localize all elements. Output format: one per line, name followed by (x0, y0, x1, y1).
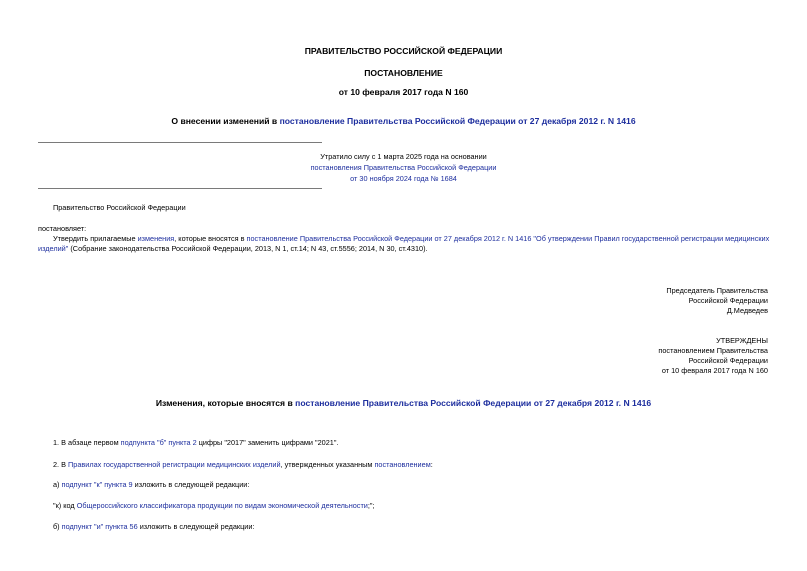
title-prefix: О внесении изменений в (171, 116, 280, 126)
item1-link[interactable]: подпункта "б" пункта 2 (120, 438, 197, 447)
divider-bottom (38, 188, 322, 189)
sub-b-rest: изложить в следующей редакции: (137, 522, 255, 531)
decrees-word: постановляет: (38, 224, 87, 233)
divider-top (38, 142, 322, 143)
changes-title-link[interactable]: постановление Правительства Российской Федерации от 27 декабря 2012 г. N 1416 (295, 398, 652, 408)
status-note-link-line2[interactable]: от 30 ноября 2024 года № 1684 (350, 174, 457, 183)
sub-a-link[interactable]: подпункт "к" пункта 9 (61, 480, 133, 489)
sub-a-prefix: а) (53, 480, 62, 489)
title-link[interactable]: постановление Правительства Российской Федерации от 27 декабря 2012 г. N 1416 (279, 116, 636, 126)
change-item-2 (53, 460, 433, 470)
p1-text-c: (Собрание законодательства Российской Федерации, 2013, N 1, ст.14; N 43, ст.5556; 2014, N 30, ст.4310). (68, 244, 428, 253)
approved-line4: от 10 февраля 2017 года N 160 (661, 366, 768, 375)
paragraph-1-line1 (53, 234, 769, 244)
item2-link-resolution[interactable]: постановлением (374, 460, 431, 469)
quoted-text (53, 501, 375, 511)
sub-item-b (53, 522, 254, 532)
sub-b-prefix: б) (53, 522, 62, 531)
change-item-1 (53, 438, 338, 448)
sub-b-link[interactable]: подпункт "и" пункта 56 (61, 522, 138, 531)
signature-line1: Председатель Правительства (666, 286, 768, 295)
signature-line2: Российской Федерации (688, 296, 768, 305)
quote-close: ;"; (367, 501, 375, 510)
p1-link-changes[interactable]: изменения (137, 234, 175, 243)
p1-text-b: , которые вносятся в (174, 234, 247, 243)
changes-title (0, 398, 807, 408)
approved-line2: постановлением Правительства (658, 346, 768, 355)
signature-name: Д.Медведев (726, 306, 768, 315)
paragraph-1-line2 (38, 244, 428, 254)
item2-text-a: 2. В (53, 460, 69, 469)
p1-link-resolution[interactable]: постановление Правительства Российской Федерации от 27 декабря 2012 г. N 1416 "Об утверждении Правил государственной регистрации медицинских (246, 234, 770, 243)
p1-text-a: Утвердить прилагаемые (53, 234, 138, 243)
item1-text-b: цифры "2017" заменить цифрами "2021". (196, 438, 339, 447)
changes-title-prefix: Изменения, которые вносятся в (155, 398, 296, 408)
status-note-line1: Утратило силу с 1 марта 2025 года на основании (320, 152, 487, 161)
approved-line3: Российской Федерации (688, 356, 768, 365)
sub-a-rest: изложить в следующей редакции: (132, 480, 250, 489)
quote-open: "к) код (53, 501, 77, 510)
sub-item-a (53, 480, 249, 490)
approved-line1: УТВЕРЖДЕНЫ (716, 336, 768, 345)
document-type: ПОСТАНОВЛЕНИЕ (364, 68, 443, 78)
government-subject: Правительство Российской Федерации (53, 203, 186, 212)
p1-link-resolution-cont[interactable]: изделий" (38, 244, 69, 253)
status-note-link-line1[interactable]: постановления Правительства Российской Федерации (310, 163, 497, 172)
item1-text-a: 1. В абзаце первом (53, 438, 121, 447)
item2-text-c: : (430, 460, 433, 469)
item2-link-rules[interactable]: Правилах государственной регистрации медицинских изделий (68, 460, 281, 469)
government-name: ПРАВИТЕЛЬСТВО РОССИЙСКОЙ ФЕДЕРАЦИИ (304, 46, 503, 56)
document-date-number: от 10 февраля 2017 года N 160 (338, 87, 469, 97)
quote-link-okpd[interactable]: Общероссийского классификатора продукции по видам экономической деятельности (76, 501, 368, 510)
item2-text-b: , утвержденных указанным (280, 460, 375, 469)
document-title (0, 116, 807, 126)
